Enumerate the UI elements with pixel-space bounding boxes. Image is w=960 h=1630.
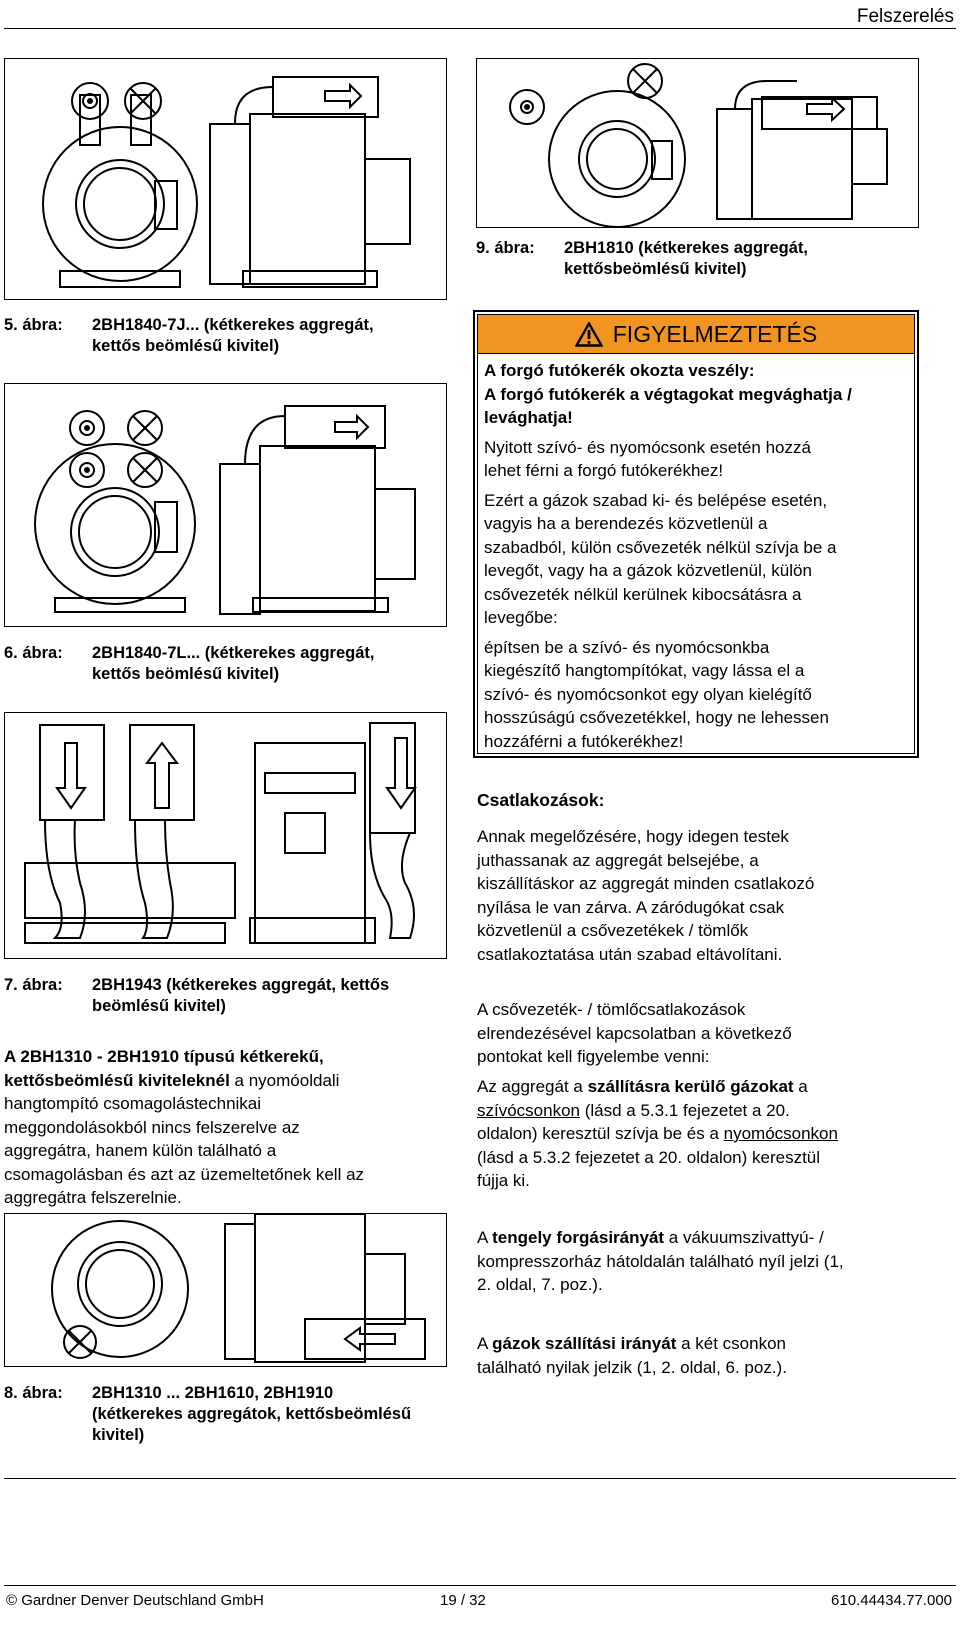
figure-9-title-2: kettősbeömlésű kivitel) [564, 260, 747, 278]
figure-8-drawing [4, 1213, 447, 1367]
connections-e-1c: a két csonkon [676, 1334, 786, 1353]
warning-hazard-1: A forgó futókerék okozta veszély: [484, 361, 755, 380]
warning-p3-line-2: kiegészítő hangtompítókat, vagy lássa el a [484, 661, 805, 680]
connections-c-1b: szállításra kerülő gázokat [587, 1077, 794, 1096]
figure-8-title-3: kivitel) [92, 1426, 145, 1444]
connections-b-line-1: A csővezeték- / tömlőcsatlakozások [477, 1000, 746, 1019]
header-rule [4, 28, 956, 29]
figure-7-drawing [4, 712, 447, 959]
figure-7-caption [4, 975, 444, 1019]
footer-rule-2 [4, 1585, 956, 1586]
connections-c-2a: szívócsonkon [477, 1100, 580, 1120]
warning-p2-line-2: vagyis ha a berendezés közvetlenül a [484, 514, 768, 533]
left-paragraph-text-2: a nyomóoldali [229, 1070, 340, 1090]
footer-rule-1 [4, 1478, 956, 1479]
connections-c-3a: oldalon) keresztül szívja be és a [477, 1124, 724, 1143]
footer-company: © Gardner Denver Deutschland GmbH [6, 1592, 264, 1609]
figure-5-number: 5. ábra: [4, 316, 63, 334]
connections-a-line-5: közvetlenül a csővezetékek / tömlők [477, 921, 749, 940]
connections-e-1b: gázok szállítási irányát [492, 1334, 677, 1353]
warning-p3-line-3: szívó- és nyomócsonkot egy olyan kielégítő [484, 684, 812, 704]
figure-6-title-1: 2BH1840-7L... (kétkerekes aggregát, [92, 644, 375, 662]
left-paragraph-bold-2: kettősbeömlésű kiviteleknél [4, 1070, 230, 1090]
left-paragraph-line-3: hangtompító csomagolástechnikai [4, 1094, 262, 1113]
warning-p3-line-4: hosszúságú csővezetékkel, hogy ne lehessen [484, 708, 829, 727]
warning-triangle-icon [575, 322, 603, 347]
figure-9-number: 9. ábra: [476, 239, 535, 257]
connections-d-1a: A [477, 1228, 493, 1247]
figure-6-caption [4, 643, 444, 687]
warning-p2-line-5: csővezeték nélkül kerülnek kibocsátásra a [484, 584, 802, 604]
figure-8-number: 8. ábra: [4, 1384, 63, 1402]
footer-document-number: 610.44434.77.000 [831, 1592, 952, 1609]
connections-heading: Csatlakozások: [477, 790, 605, 810]
figure-7-number: 7. ábra: [4, 976, 63, 994]
connections-c-5: fújja ki. [477, 1171, 530, 1190]
left-paragraph-line-7: aggregátra felszerelnie. [4, 1188, 182, 1207]
figure-5-drawing [4, 58, 447, 300]
warning-p2-line-3: szabadból, külön csővezeték nélkül szívja be a [484, 537, 837, 557]
connections-b-line-3: pontokat kell figyelembe venni: [477, 1047, 710, 1066]
connections-d-1b: tengely forgásirányát [492, 1228, 665, 1247]
footer-page-number: 19 / 32 [440, 1592, 486, 1609]
figure-5-caption [4, 315, 444, 359]
figure-9-caption [476, 238, 926, 282]
connections-b-line-2: elrendezésével kapcsolatban a következő [477, 1023, 792, 1043]
warning-hazard-3: levághatja! [484, 408, 573, 427]
connections-paragraph-2 [477, 998, 927, 1069]
warning-p3-line-1: építsen be a szívó- és nyomócsonkba [484, 637, 770, 657]
warning-box [473, 310, 919, 758]
section-title: Felszerelés [856, 6, 954, 27]
warning-p2-line-1: Ezért a gázok szabad ki- és belépése esetén, [484, 490, 828, 510]
figure-6-title-2: kettős beömlésű kivitel) [92, 665, 280, 683]
connections-paragraph-1 [477, 825, 927, 966]
left-paragraph-line-4: meggondolásokból nincs felszerelve az [4, 1117, 300, 1137]
connections-a-line-2: juthassanak az aggregát belsejébe, a [477, 850, 759, 870]
connections-d-1c: a vákuumszivattyú- / [664, 1228, 824, 1247]
left-paragraph-bold-1: A 2BH1310 - 2BH1910 típusú kétkerekű, [4, 1047, 324, 1066]
warning-p2-line-4: levegőt, vagy ha a gázok közvetlenül, külön [484, 561, 812, 580]
connections-c-3b: nyomócsonkon [723, 1124, 838, 1143]
warning-p1-line-1: Nyitott szívó- és nyomócsonk esetén hozzá [484, 437, 811, 457]
warning-header [478, 315, 914, 354]
figure-8-caption [4, 1383, 444, 1447]
figure-8-title-2: (kétkerekes aggregátok, kettősbeömlésű [92, 1405, 412, 1423]
connections-paragraph-3 [477, 1075, 927, 1193]
connections-a-line-6: csatlakoztatása után szabad eltávolítani. [477, 944, 783, 964]
warning-p3-line-5: hozzáférni a futókerékhez! [484, 731, 684, 751]
connections-e-2: található nyilak jelzik (1, 2. oldal, 6. poz.). [477, 1357, 787, 1377]
connections-e-1a: A [477, 1334, 493, 1353]
left-paragraph [4, 1045, 449, 1210]
warning-p1-line-2: lehet férni a forgó futókerékhez! [484, 461, 724, 480]
connections-d-2: kompresszorház hátoldalán található nyíl jelzi (1, [477, 1251, 844, 1271]
connections-a-line-4: nyílása le van zárva. A záródugókat csak [477, 897, 785, 917]
figure-6-number: 6. ábra: [4, 644, 63, 662]
left-paragraph-line-5: aggregátra, hanem külön található a [4, 1141, 277, 1160]
figure-8-title-1: 2BH1310 ... 2BH1610, 2BH1910 [92, 1384, 334, 1402]
figure-5-title-2: kettős beömlésű kivitel) [92, 337, 280, 355]
figure-5-title-1: 2BH1840-7J... (kétkerekes aggregát, [92, 316, 374, 334]
connections-c-1a: Az aggregát a [477, 1077, 588, 1096]
figure-7-title-1: 2BH1943 (kétkerekes aggregát, kettős [92, 976, 390, 994]
connections-c-1c: a [793, 1077, 808, 1096]
warning-hazard-2: A forgó futókerék a végtagokat megvághatja / [484, 384, 852, 404]
connections-a-line-3: kiszállításkor az aggregát minden csatlakozó [477, 874, 815, 893]
warning-title: FIGYELMEZTETÉS [612, 320, 818, 347]
figure-6-drawing [4, 383, 447, 627]
connections-c-2b: (lásd a 5.3.1 fejezetet a 20. [580, 1100, 790, 1120]
figure-7-title-2: beömlésű kivitel) [92, 997, 226, 1015]
figure-9-drawing [476, 58, 919, 228]
connections-a-line-1: Annak megelőzésére, hogy idegen testek [477, 827, 789, 846]
connections-c-4: (lásd a 5.3.2 fejezetet a 20. oldalon) keresztül [477, 1147, 821, 1167]
left-paragraph-line-6: csomagolásban és azt az üzemeltetőnek kell az [4, 1164, 365, 1184]
connections-d-3: 2. oldal, 7. poz.). [477, 1275, 603, 1294]
figure-9-title-1: 2BH1810 (kétkerekes aggregát, [564, 239, 808, 257]
connections-paragraph-5 [477, 1332, 927, 1379]
warning-p2-line-6: levegőbe: [484, 608, 558, 627]
connections-paragraph-4 [477, 1226, 927, 1297]
